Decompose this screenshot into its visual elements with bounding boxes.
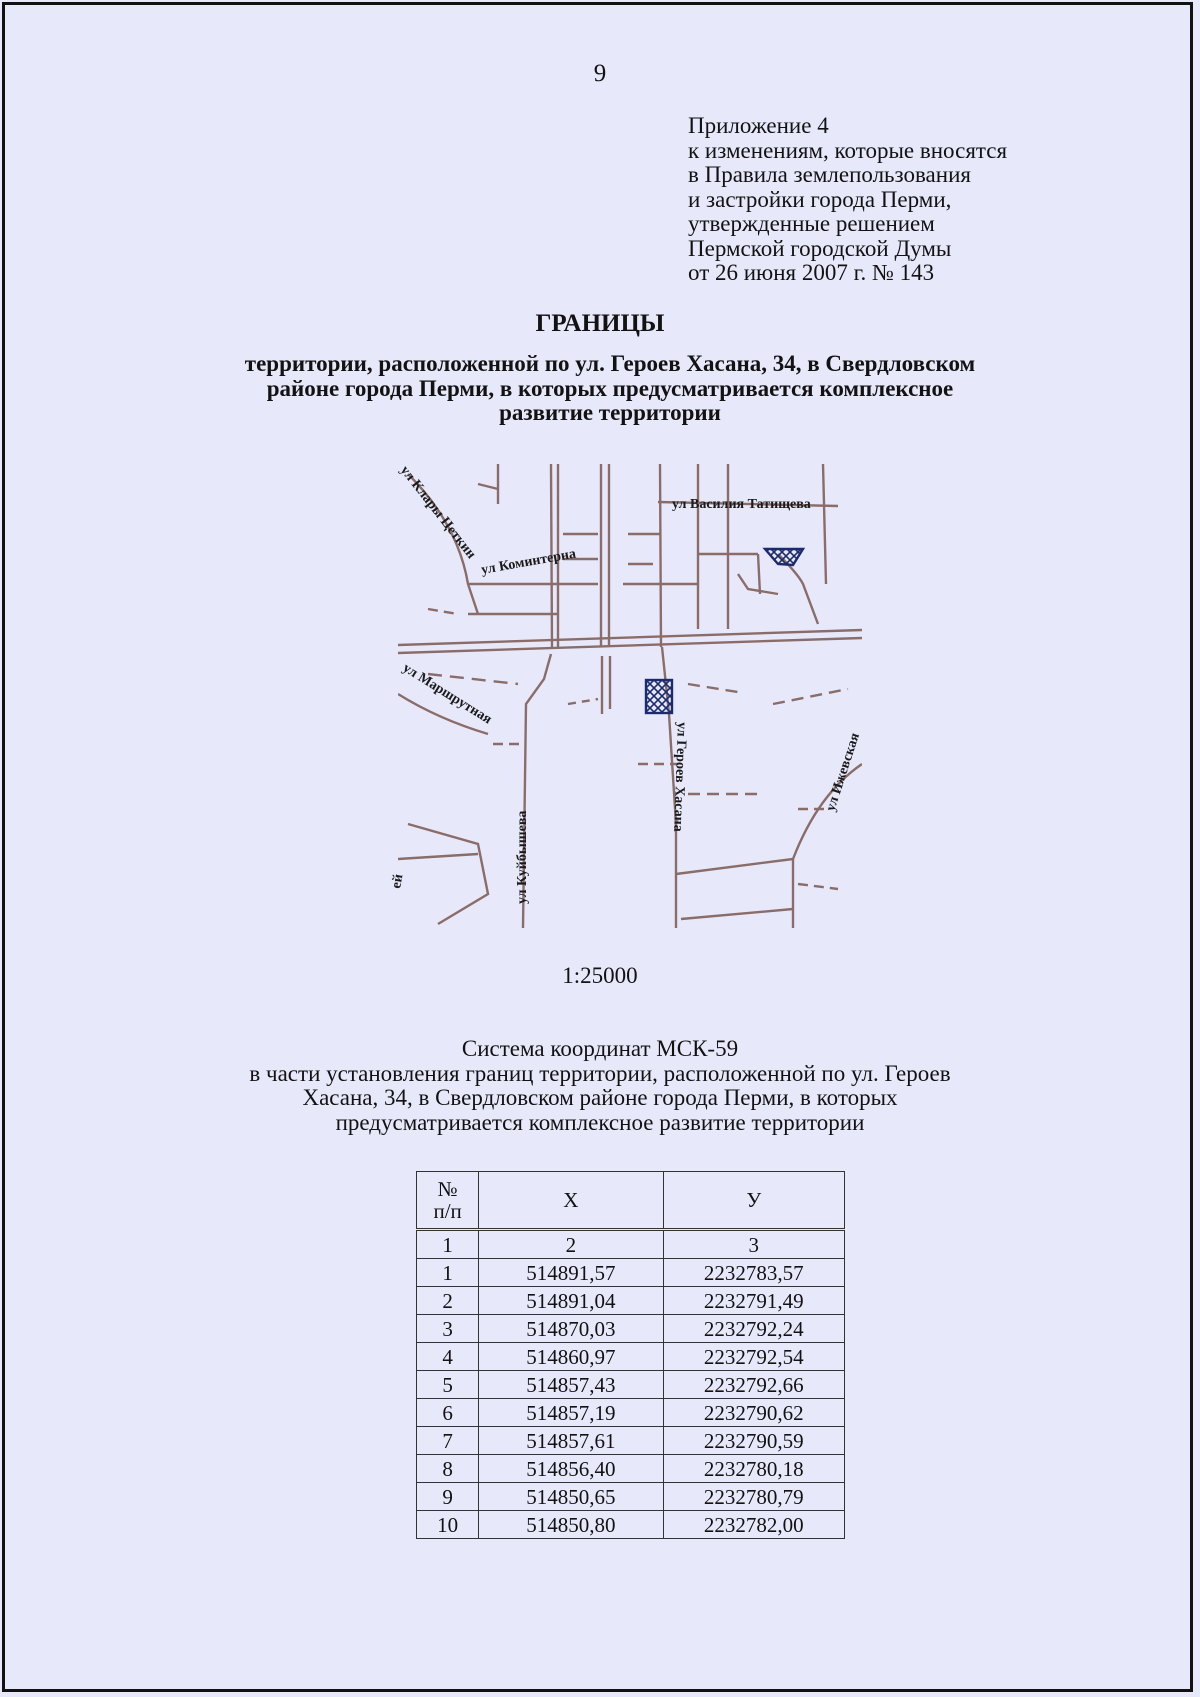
street-label-geroev-khasana: ул Героев Хасана <box>670 721 689 833</box>
cell-x: 514857,43 <box>479 1371 663 1399</box>
caption-line: Хасана, 34, в Свердловском районе города Перми, в которых <box>302 1085 898 1110</box>
coordinate-system-caption <box>150 1037 1050 1135</box>
appendix-line: к изменениям, которые вносятся <box>688 137 1008 163</box>
caption-line: Система координат МСК-59 <box>461 1036 739 1061</box>
subtitle-line: районе города Перми, в которых предусматривается комплексное <box>266 375 954 401</box>
table-row <box>417 1371 845 1399</box>
cell-y: 2232780,18 <box>663 1455 845 1483</box>
cell-y: 2232790,62 <box>663 1399 845 1427</box>
cell-y: 2232792,54 <box>663 1343 845 1371</box>
document-title: ГРАНИЦЫ <box>535 310 665 337</box>
cell-x: 514856,40 <box>479 1455 663 1483</box>
page-number: 9 <box>593 60 607 87</box>
header-number-line1: № <box>437 1177 458 1201</box>
cell-number: 3 <box>417 1315 479 1343</box>
column-index: 3 <box>663 1230 845 1259</box>
cell-y: 2232783,57 <box>663 1259 845 1287</box>
cell-y: 2232791,49 <box>663 1287 845 1315</box>
street-label-izhevskaya: ул Ижевская <box>823 731 863 814</box>
appendix-line: от 26 июня 2007 г. № 143 <box>688 260 935 285</box>
column-index-row <box>417 1230 845 1259</box>
cell-number: 7 <box>417 1427 479 1455</box>
caption-line: предусматривается комплексное развитие территории <box>335 1109 865 1135</box>
cell-y: 2232792,24 <box>663 1315 845 1343</box>
table-row <box>417 1315 845 1343</box>
cell-number: 8 <box>417 1455 479 1483</box>
appendix-note <box>688 114 1007 286</box>
table-row <box>417 1399 845 1427</box>
table-row <box>417 1427 845 1455</box>
header-number <box>417 1172 479 1230</box>
cell-x: 514891,57 <box>479 1259 663 1287</box>
subtitle-line: развитие территории <box>499 400 721 425</box>
table-row <box>417 1511 845 1539</box>
boundary-area-north <box>765 549 803 565</box>
table-row <box>417 1343 845 1371</box>
cell-x: 514857,61 <box>479 1427 663 1455</box>
cell-number: 9 <box>417 1483 479 1511</box>
cell-x: 514860,97 <box>479 1343 663 1371</box>
cell-x: 514857,19 <box>479 1399 663 1427</box>
cell-number: 2 <box>417 1287 479 1315</box>
appendix-line: Пермской городской Думы <box>688 235 952 261</box>
table-row <box>417 1483 845 1511</box>
boundary-area-main <box>646 680 672 713</box>
header-y: У <box>663 1172 845 1230</box>
caption-line: в части установления границ территории, расположенной по ул. Героев <box>249 1060 951 1086</box>
cell-number: 1 <box>417 1259 479 1287</box>
street-label-marshrutnaya: ул Маршрутная <box>399 660 495 728</box>
street-label-partial: ей <box>389 873 407 890</box>
cell-y: 2232782,00 <box>663 1511 845 1539</box>
table-header-row <box>417 1172 845 1230</box>
road-network <box>398 464 862 928</box>
map-scale: 1:25000 <box>562 963 638 988</box>
appendix-line: в Правила землепользования <box>688 162 971 187</box>
street-label-kuybysheva: ул Куйбышева <box>515 810 530 904</box>
column-index: 2 <box>479 1230 663 1259</box>
cell-number: 10 <box>417 1511 479 1539</box>
location-map <box>389 463 863 928</box>
cell-number: 4 <box>417 1343 479 1371</box>
cell-y: 2232792,66 <box>663 1371 845 1399</box>
cell-number: 6 <box>417 1399 479 1427</box>
appendix-line: утвержденные решением <box>688 211 935 236</box>
map-svg <box>389 463 863 928</box>
subtitle-line: территории, расположенной по ул. Героев Хасана, 34, в Свердловском <box>244 351 976 376</box>
cell-x: 514850,65 <box>479 1483 663 1511</box>
cell-x: 514850,80 <box>479 1511 663 1539</box>
header-x: Х <box>479 1172 663 1230</box>
cell-x: 514891,04 <box>479 1287 663 1315</box>
table-row <box>417 1455 845 1483</box>
column-index: 1 <box>417 1230 479 1259</box>
table-row <box>417 1287 845 1315</box>
cell-y: 2232790,59 <box>663 1427 845 1455</box>
appendix-line: и застройки города Перми, <box>688 186 952 212</box>
street-label-tatishcheva: ул Василия Татищева <box>672 497 811 512</box>
cell-y: 2232780,79 <box>663 1483 845 1511</box>
coordinates-table <box>416 1171 845 1539</box>
table-row <box>417 1259 845 1287</box>
street-label-kominterna: ул Коминтерна <box>480 546 578 578</box>
cell-number: 5 <box>417 1371 479 1399</box>
header-number-line2: п/п <box>433 1199 462 1223</box>
street-label-klary-tsetkin: ул Клары Цеткин <box>396 463 479 562</box>
cell-x: 514870,03 <box>479 1315 663 1343</box>
appendix-line: Приложение 4 <box>688 113 829 138</box>
document-subtitle <box>160 352 1060 426</box>
